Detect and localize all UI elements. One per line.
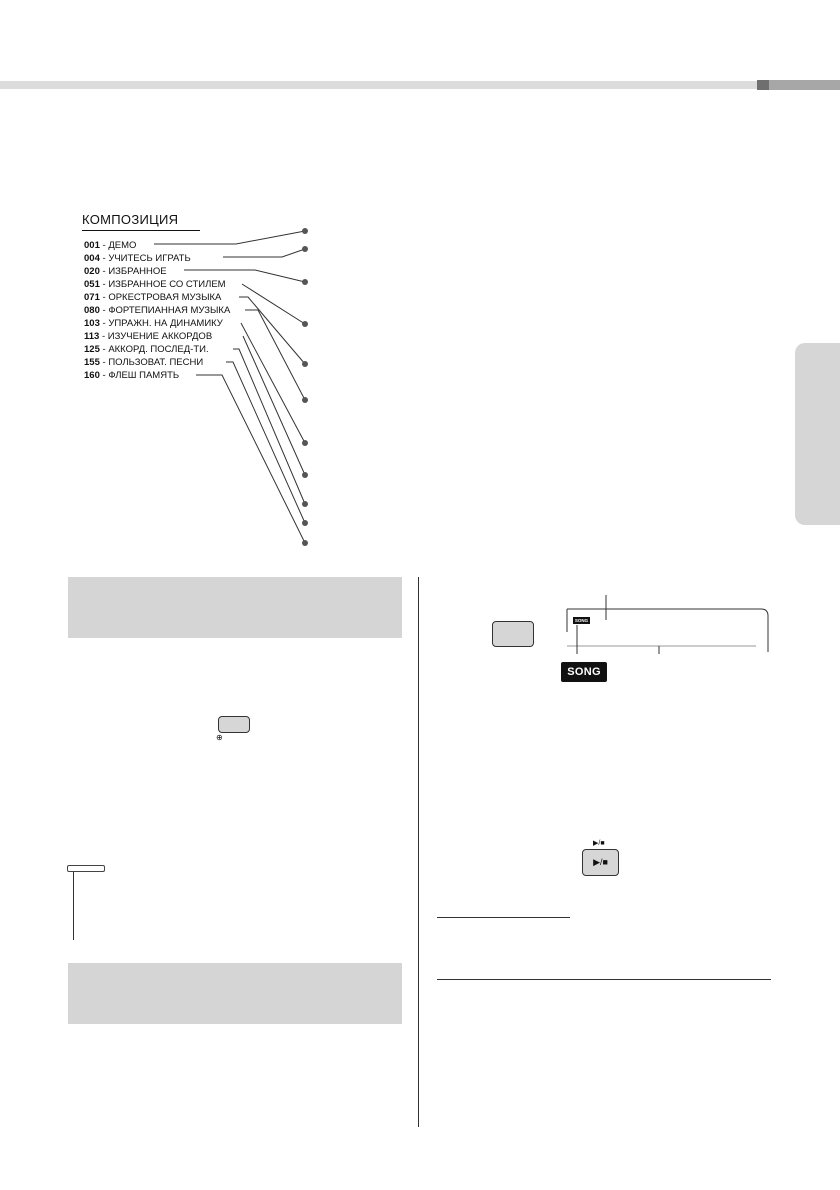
header-accent-mid bbox=[769, 80, 840, 90]
song-category-row bbox=[84, 357, 203, 368]
leader-line bbox=[226, 362, 305, 523]
song-indicator-label: SONG bbox=[561, 662, 607, 682]
column-divider bbox=[418, 577, 419, 1127]
song-category-row bbox=[84, 266, 167, 277]
section-rule bbox=[437, 979, 771, 980]
leader-line bbox=[243, 336, 305, 475]
section-header-box bbox=[68, 963, 402, 1024]
song-category-name: АККОРД. ПОСЛЕД-ТИ. bbox=[108, 344, 209, 355]
song-category-separator: - bbox=[99, 370, 109, 381]
song-category-name: УЧИТЕСЬ ИГРАТЬ bbox=[108, 253, 191, 264]
leader-dot bbox=[302, 440, 308, 446]
song-category-number: 160 bbox=[84, 370, 100, 381]
song-category-separator: - bbox=[99, 240, 109, 251]
song-category-row bbox=[84, 253, 191, 264]
song-category-number: 004 bbox=[84, 253, 100, 264]
leader-dot bbox=[302, 246, 308, 252]
song-category-row bbox=[84, 318, 223, 329]
song-category-name: ФОРТЕПИАННАЯ МУЗЫКА bbox=[108, 305, 231, 316]
song-category-name: ИЗБРАННОЕ СО СТИЛЕМ bbox=[108, 279, 226, 290]
leader-line bbox=[241, 323, 305, 443]
note-bar bbox=[73, 872, 74, 940]
song-category-row bbox=[84, 240, 136, 251]
song-category-separator: - bbox=[99, 331, 108, 342]
song-category-number: 113 bbox=[84, 331, 100, 342]
leader-dot bbox=[302, 520, 308, 526]
song-category-separator: - bbox=[99, 279, 109, 290]
leader-line bbox=[245, 310, 305, 400]
song-indicator: SONG bbox=[574, 618, 589, 623]
song-category-number: 051 bbox=[84, 279, 100, 290]
panel-button-icon bbox=[218, 716, 250, 733]
leader-dot bbox=[302, 228, 308, 234]
leader-dot bbox=[302, 501, 308, 507]
leader-line bbox=[223, 249, 305, 257]
song-category-number: 080 bbox=[84, 305, 100, 316]
header-band bbox=[0, 81, 757, 89]
leader-line bbox=[242, 284, 305, 324]
song-category-separator: - bbox=[99, 344, 109, 355]
song-category-number: 103 bbox=[84, 318, 100, 329]
header-accent-dark bbox=[757, 80, 769, 90]
leader-line bbox=[233, 349, 305, 504]
shift-symbol-icon: ⊕ bbox=[216, 733, 223, 742]
song-category-number: 001 bbox=[84, 240, 100, 251]
play-stop-caption: ▶/■ bbox=[593, 840, 605, 847]
play-stop-button-icon: ▶/■ bbox=[582, 849, 619, 876]
song-category-row bbox=[84, 292, 221, 303]
song-list-heading: КОМПОЗИЦИЯ bbox=[82, 212, 179, 227]
chapter-side-tab[interactable] bbox=[795, 343, 840, 525]
song-category-name: УПРАЖН. НА ДИНАМИКУ bbox=[108, 318, 223, 329]
song-button-icon bbox=[492, 621, 534, 647]
song-category-number: 125 bbox=[84, 344, 100, 355]
song-category-row bbox=[84, 344, 209, 355]
song-category-row bbox=[84, 305, 230, 316]
leader-dot bbox=[302, 321, 308, 327]
leader-line bbox=[196, 375, 305, 543]
song-category-number: 071 bbox=[84, 292, 100, 303]
leader-dot bbox=[302, 279, 308, 285]
song-category-separator: - bbox=[99, 253, 109, 264]
song-category-row bbox=[84, 370, 179, 381]
leader-line bbox=[154, 231, 305, 244]
note-tag-icon bbox=[67, 865, 105, 872]
song-category-name: ПОЛЬЗОВАТ. ПЕСНИ bbox=[108, 357, 204, 368]
song-category-separator: - bbox=[99, 318, 109, 329]
section-header-box bbox=[68, 577, 402, 638]
song-category-separator: - bbox=[99, 292, 109, 303]
leader-dot bbox=[302, 472, 308, 478]
song-list-heading-underline bbox=[82, 230, 200, 231]
song-category-name: ДЕМО bbox=[108, 240, 137, 251]
song-category-name: ФЛЕШ ПАМЯТЬ bbox=[108, 370, 180, 381]
song-category-row bbox=[84, 279, 226, 290]
song-category-separator: - bbox=[99, 266, 109, 277]
leader-dot bbox=[302, 540, 308, 546]
leader-dot bbox=[302, 397, 308, 403]
subheading-rule bbox=[437, 917, 570, 918]
song-category-row bbox=[84, 331, 212, 342]
leader-line bbox=[239, 297, 305, 364]
song-category-number: 155 bbox=[84, 357, 100, 368]
song-category-number: 020 bbox=[84, 266, 100, 277]
song-category-name: ИЗУЧЕНИЕ АККОРДОВ bbox=[107, 331, 213, 342]
song-category-name: ИЗБРАННОЕ bbox=[108, 266, 167, 277]
song-category-separator: - bbox=[99, 305, 109, 316]
leader-dot bbox=[302, 361, 308, 367]
song-category-separator: - bbox=[99, 357, 109, 368]
song-category-name: ОРКЕСТРОВАЯ МУЗЫКА bbox=[108, 292, 222, 303]
